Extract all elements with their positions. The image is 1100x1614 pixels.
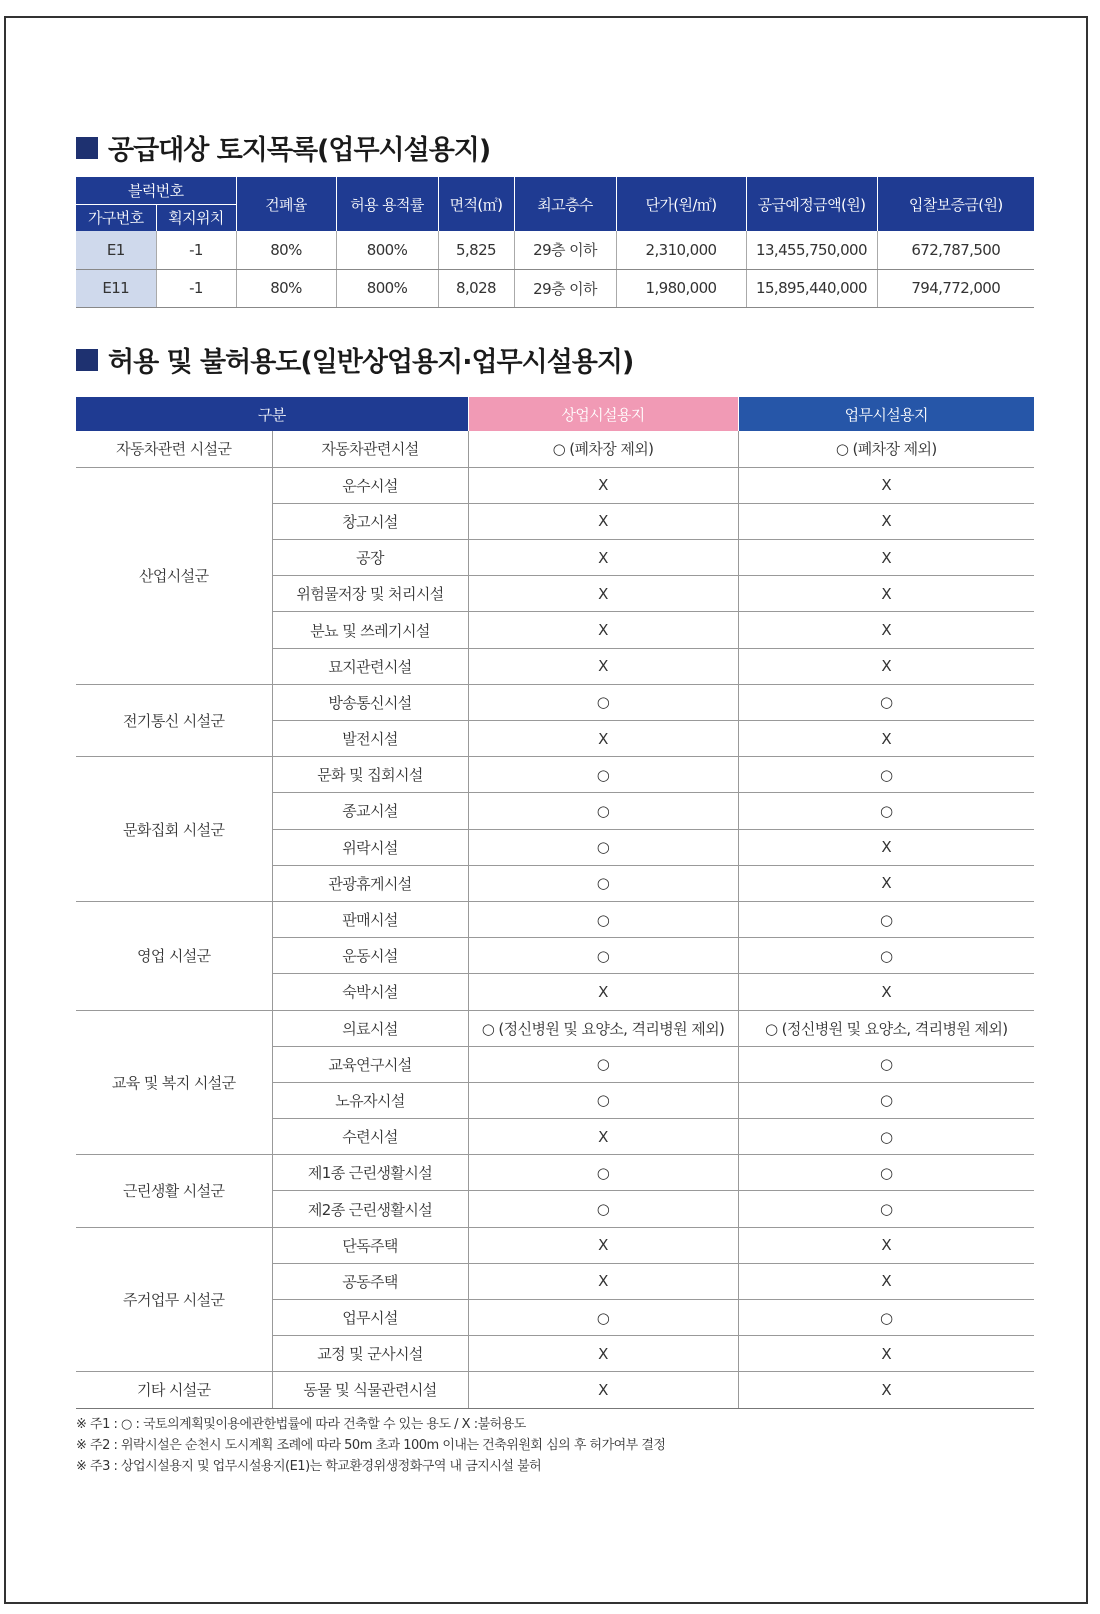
header-coverage: 건폐율 — [236, 177, 336, 231]
facility-cell: 문화 및 집회시설 — [272, 757, 468, 793]
table-row — [76, 269, 1034, 307]
commercial-cell: X — [468, 721, 738, 757]
group-cell: 근린생활 시설군 — [76, 1155, 272, 1227]
table-row — [76, 431, 1034, 467]
commercial-cell: X — [468, 612, 738, 648]
deposit-cell: 794,772,000 — [877, 269, 1034, 307]
header-deposit: 입찰보증금(원) — [877, 177, 1034, 231]
facility-cell: 업무시설 — [272, 1300, 468, 1336]
group-cell: 기타 시설군 — [76, 1372, 272, 1408]
unit-price-cell: 1,980,000 — [616, 269, 746, 307]
facility-cell: 공장 — [272, 540, 468, 576]
commercial-cell: X — [468, 1227, 738, 1263]
footnote-3: ※ 주3 : 상업시설용지 및 업무시설용지(E1)는 학교환경위생정화구역 내 금지시설 불허 — [76, 1459, 542, 1474]
commercial-cell: ○ — [468, 1300, 738, 1336]
group-cell: 산업시설군 — [76, 467, 272, 684]
facility-cell: 방송통신시설 — [272, 684, 468, 720]
supply-price-cell: 15,895,440,000 — [746, 269, 877, 307]
business-cell: ○ — [738, 1191, 1034, 1227]
facility-cell: 교정 및 군사시설 — [272, 1336, 468, 1372]
business-cell: X — [738, 721, 1034, 757]
group-cell: 자동차관련 시설군 — [76, 431, 272, 467]
commercial-cell: ○ — [468, 684, 738, 720]
commercial-cell: X — [468, 1336, 738, 1372]
facility-cell: 위락시설 — [272, 829, 468, 865]
header-block-group: 블럭번호 — [76, 177, 236, 204]
facility-cell: 관광휴게시설 — [272, 865, 468, 901]
business-cell: ○ — [738, 1119, 1034, 1155]
table-row — [76, 231, 1034, 269]
commercial-cell: ○ — [468, 1082, 738, 1118]
table-row — [76, 1227, 1034, 1263]
header-commercial: 상업시설용지 — [468, 397, 738, 431]
deposit-cell: 672,787,500 — [877, 231, 1034, 269]
business-cell: X — [738, 1227, 1034, 1263]
business-cell: ○ (폐차장 제외) — [738, 431, 1034, 467]
header-lot-position: 획지위치 — [156, 204, 236, 231]
facility-cell: 묘지관련시설 — [272, 648, 468, 684]
business-cell: ○ (정신병원 및 요양소, 격리병원 제외) — [738, 1010, 1034, 1046]
group-cell: 영업 시설군 — [76, 901, 272, 1010]
group-cell: 전기통신 시설군 — [76, 684, 272, 756]
commercial-cell: X — [468, 1372, 738, 1408]
unit-price-cell: 2,310,000 — [616, 231, 746, 269]
facility-cell: 자동차관련시설 — [272, 431, 468, 467]
commercial-cell: X — [468, 467, 738, 503]
table-row — [76, 467, 1034, 503]
area-cell: 8,028 — [438, 269, 514, 307]
group-cell: 교육 및 복지 시설군 — [76, 1010, 272, 1155]
footnote-2: ※ 주2 : 위락시설은 순천시 도시계획 조례에 따라 50m 초과 100m 이내는 건축위원회 심의 후 허가여부 결정 — [76, 1438, 666, 1453]
facility-cell: 교육연구시설 — [272, 1046, 468, 1082]
square-bullet-icon — [76, 137, 98, 159]
commercial-cell: ○ — [468, 1046, 738, 1082]
business-cell: ○ — [738, 1300, 1034, 1336]
business-cell: ○ — [738, 757, 1034, 793]
supply-section-title — [76, 128, 490, 167]
table-row — [76, 684, 1034, 720]
header-supply-price: 공급예정금액(원) — [746, 177, 877, 231]
facility-cell: 판매시설 — [272, 901, 468, 937]
facility-cell: 분뇨 및 쓰레기시설 — [272, 612, 468, 648]
commercial-cell: X — [468, 576, 738, 612]
commercial-cell: X — [468, 1119, 738, 1155]
header-max-floors: 최고층수 — [514, 177, 616, 231]
group-cell: 문화집회 시설군 — [76, 757, 272, 902]
square-bullet-icon — [76, 349, 98, 371]
facility-cell: 제2종 근린생활시설 — [272, 1191, 468, 1227]
floors-cell: 29층 이하 — [514, 231, 616, 269]
far-cell: 800% — [336, 269, 438, 307]
facility-cell: 숙박시설 — [272, 974, 468, 1010]
business-cell: X — [738, 829, 1034, 865]
commercial-cell: ○ — [468, 901, 738, 937]
facility-cell: 운동시설 — [272, 938, 468, 974]
lot-cell: -1 — [156, 269, 236, 307]
facility-cell: 노유자시설 — [272, 1082, 468, 1118]
facility-cell: 발전시설 — [272, 721, 468, 757]
supply-price-cell: 13,455,750,000 — [746, 231, 877, 269]
facility-cell: 제1종 근린생활시설 — [272, 1155, 468, 1191]
table-row — [76, 757, 1034, 793]
facility-cell: 위험물저장 및 처리시설 — [272, 576, 468, 612]
footnote-1: ※ 주1 : ○ : 국토의계획및이용에관한법률에 따라 건축할 수 있는 용도 / X :불허용도 — [76, 1417, 526, 1432]
table-row — [76, 1155, 1034, 1191]
business-cell: X — [738, 612, 1034, 648]
business-cell: X — [738, 865, 1034, 901]
commercial-cell: X — [468, 974, 738, 1010]
uses-table — [76, 397, 1034, 1409]
commercial-cell: X — [468, 503, 738, 539]
facility-cell: 운수시설 — [272, 467, 468, 503]
business-cell: X — [738, 1263, 1034, 1299]
business-cell: ○ — [738, 1155, 1034, 1191]
business-cell: ○ — [738, 793, 1034, 829]
footnotes — [76, 1414, 666, 1477]
floors-cell: 29층 이하 — [514, 269, 616, 307]
business-cell: ○ — [738, 1046, 1034, 1082]
business-cell: X — [738, 974, 1034, 1010]
commercial-cell: ○ — [468, 793, 738, 829]
business-cell: X — [738, 503, 1034, 539]
header-block-no: 가구번호 — [76, 204, 156, 231]
facility-cell: 의료시설 — [272, 1010, 468, 1046]
business-cell: ○ — [738, 684, 1034, 720]
header-category: 구분 — [76, 397, 468, 431]
header-far: 허용 용적률 — [336, 177, 438, 231]
table-row — [76, 1010, 1034, 1046]
business-cell: ○ — [738, 938, 1034, 974]
block-cell: E1 — [76, 231, 156, 269]
uses-section-title — [76, 340, 633, 379]
commercial-cell: ○ — [468, 829, 738, 865]
business-cell: X — [738, 576, 1034, 612]
business-cell: X — [738, 1336, 1034, 1372]
commercial-cell: X — [468, 540, 738, 576]
business-cell: ○ — [738, 901, 1034, 937]
commercial-cell: X — [468, 1263, 738, 1299]
supply-title-text: 공급대상 토지목록(업무시설용지) — [108, 135, 491, 166]
commercial-cell: ○ (폐차장 제외) — [468, 431, 738, 467]
header-business: 업무시설용지 — [738, 397, 1034, 431]
commercial-cell: ○ (정신병원 및 요양소, 격리병원 제외) — [468, 1010, 738, 1046]
commercial-cell: ○ — [468, 938, 738, 974]
lot-cell: -1 — [156, 231, 236, 269]
facility-cell: 종교시설 — [272, 793, 468, 829]
business-cell: X — [738, 1372, 1034, 1408]
facility-cell: 공동주택 — [272, 1263, 468, 1299]
supply-table — [76, 177, 1034, 308]
commercial-cell: X — [468, 648, 738, 684]
business-cell: ○ — [738, 1082, 1034, 1118]
coverage-cell: 80% — [236, 269, 336, 307]
facility-cell: 단독주택 — [272, 1227, 468, 1263]
area-cell: 5,825 — [438, 231, 514, 269]
block-cell: E11 — [76, 269, 156, 307]
facility-cell: 창고시설 — [272, 503, 468, 539]
header-unit-price: 단가(원/㎡) — [616, 177, 746, 231]
commercial-cell: ○ — [468, 865, 738, 901]
commercial-cell: ○ — [468, 1191, 738, 1227]
far-cell: 800% — [336, 231, 438, 269]
group-cell: 주거업무 시설군 — [76, 1227, 272, 1372]
facility-cell: 동물 및 식물관련시설 — [272, 1372, 468, 1408]
coverage-cell: 80% — [236, 231, 336, 269]
uses-title-text: 허용 및 불허용도(일반상업용지·업무시설용지) — [108, 347, 634, 378]
facility-cell: 수련시설 — [272, 1119, 468, 1155]
commercial-cell: ○ — [468, 1155, 738, 1191]
table-row — [76, 1372, 1034, 1408]
table-row — [76, 901, 1034, 937]
business-cell: X — [738, 467, 1034, 503]
business-cell: X — [738, 648, 1034, 684]
commercial-cell: ○ — [468, 757, 738, 793]
header-area: 면적(㎡) — [438, 177, 514, 231]
business-cell: X — [738, 540, 1034, 576]
